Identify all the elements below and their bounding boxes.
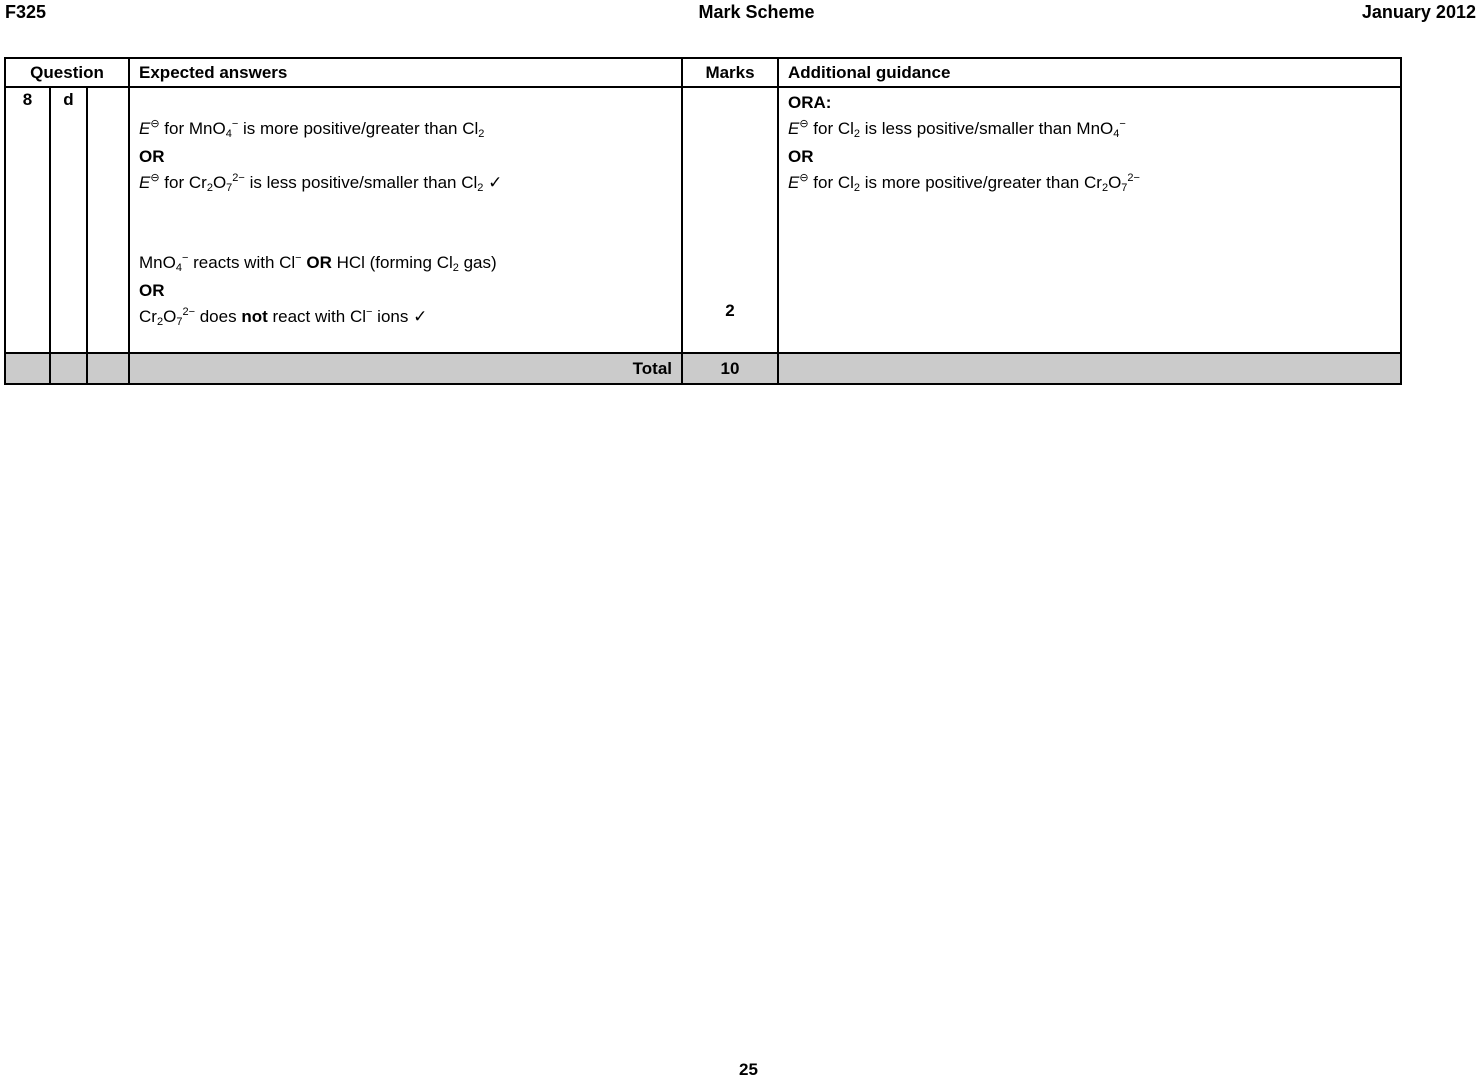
text-line: E⊖ for Cl2 is more positive/greater than $Cr2O7^{2-}$ [788,172,1140,194]
expected-answers-cell [129,87,682,353]
marks-value: 2 [725,301,735,320]
question-subpart [87,87,129,353]
total-row [5,353,1401,384]
table-header-row [5,58,1401,87]
text-line: E⊖ for Cl2 is less positive/smaller than MnO4− [788,118,1126,140]
text-line: OR [139,147,165,166]
text-line: $Cr2O7^{2-}$ does not react with Cl− ions ✓ [139,306,428,328]
question-part: d [50,87,87,353]
col-header-marks: Marks [682,58,778,87]
marks-cell [682,87,778,353]
text-line: E⊖ for MnO4− is more positive/greater than Cl2 [139,118,485,140]
page-number: 25 [739,1060,758,1079]
page-header [0,0,1479,23]
total-row-empty-cell [87,353,129,384]
document-code: F325 [5,2,47,22]
total-row-empty-cell [5,353,50,384]
additional-guidance-cell [778,87,1401,353]
table-row-question-8d [5,87,1401,353]
question-number: 8 [5,87,50,353]
text-line [139,224,672,250]
document-title: Mark Scheme [698,2,815,22]
col-header-question: Question [5,58,129,87]
total-row-empty-cell [778,353,1401,384]
total-label: Total [129,353,682,384]
text-line: ORA: [788,93,832,112]
total-marks-value: 10 [682,353,778,384]
document-date: January 2012 [1361,2,1476,22]
text-line: OR [788,147,814,166]
mark-scheme-table [4,57,1402,385]
col-header-expected-answers: Expected answers [129,58,682,87]
text-line: E⊖ for $Cr2O7^{2-}$ is less positive/smaller than Cl2 ✓ [139,172,503,194]
text-line: OR [139,281,165,300]
total-row-empty-cell [50,353,87,384]
col-header-additional-guidance: Additional guidance [778,58,1401,87]
text-line [139,198,672,224]
text-line [139,90,672,116]
text-line: MnO4− reacts with Cl− OR HCl (forming Cl2 gas) [139,252,497,274]
